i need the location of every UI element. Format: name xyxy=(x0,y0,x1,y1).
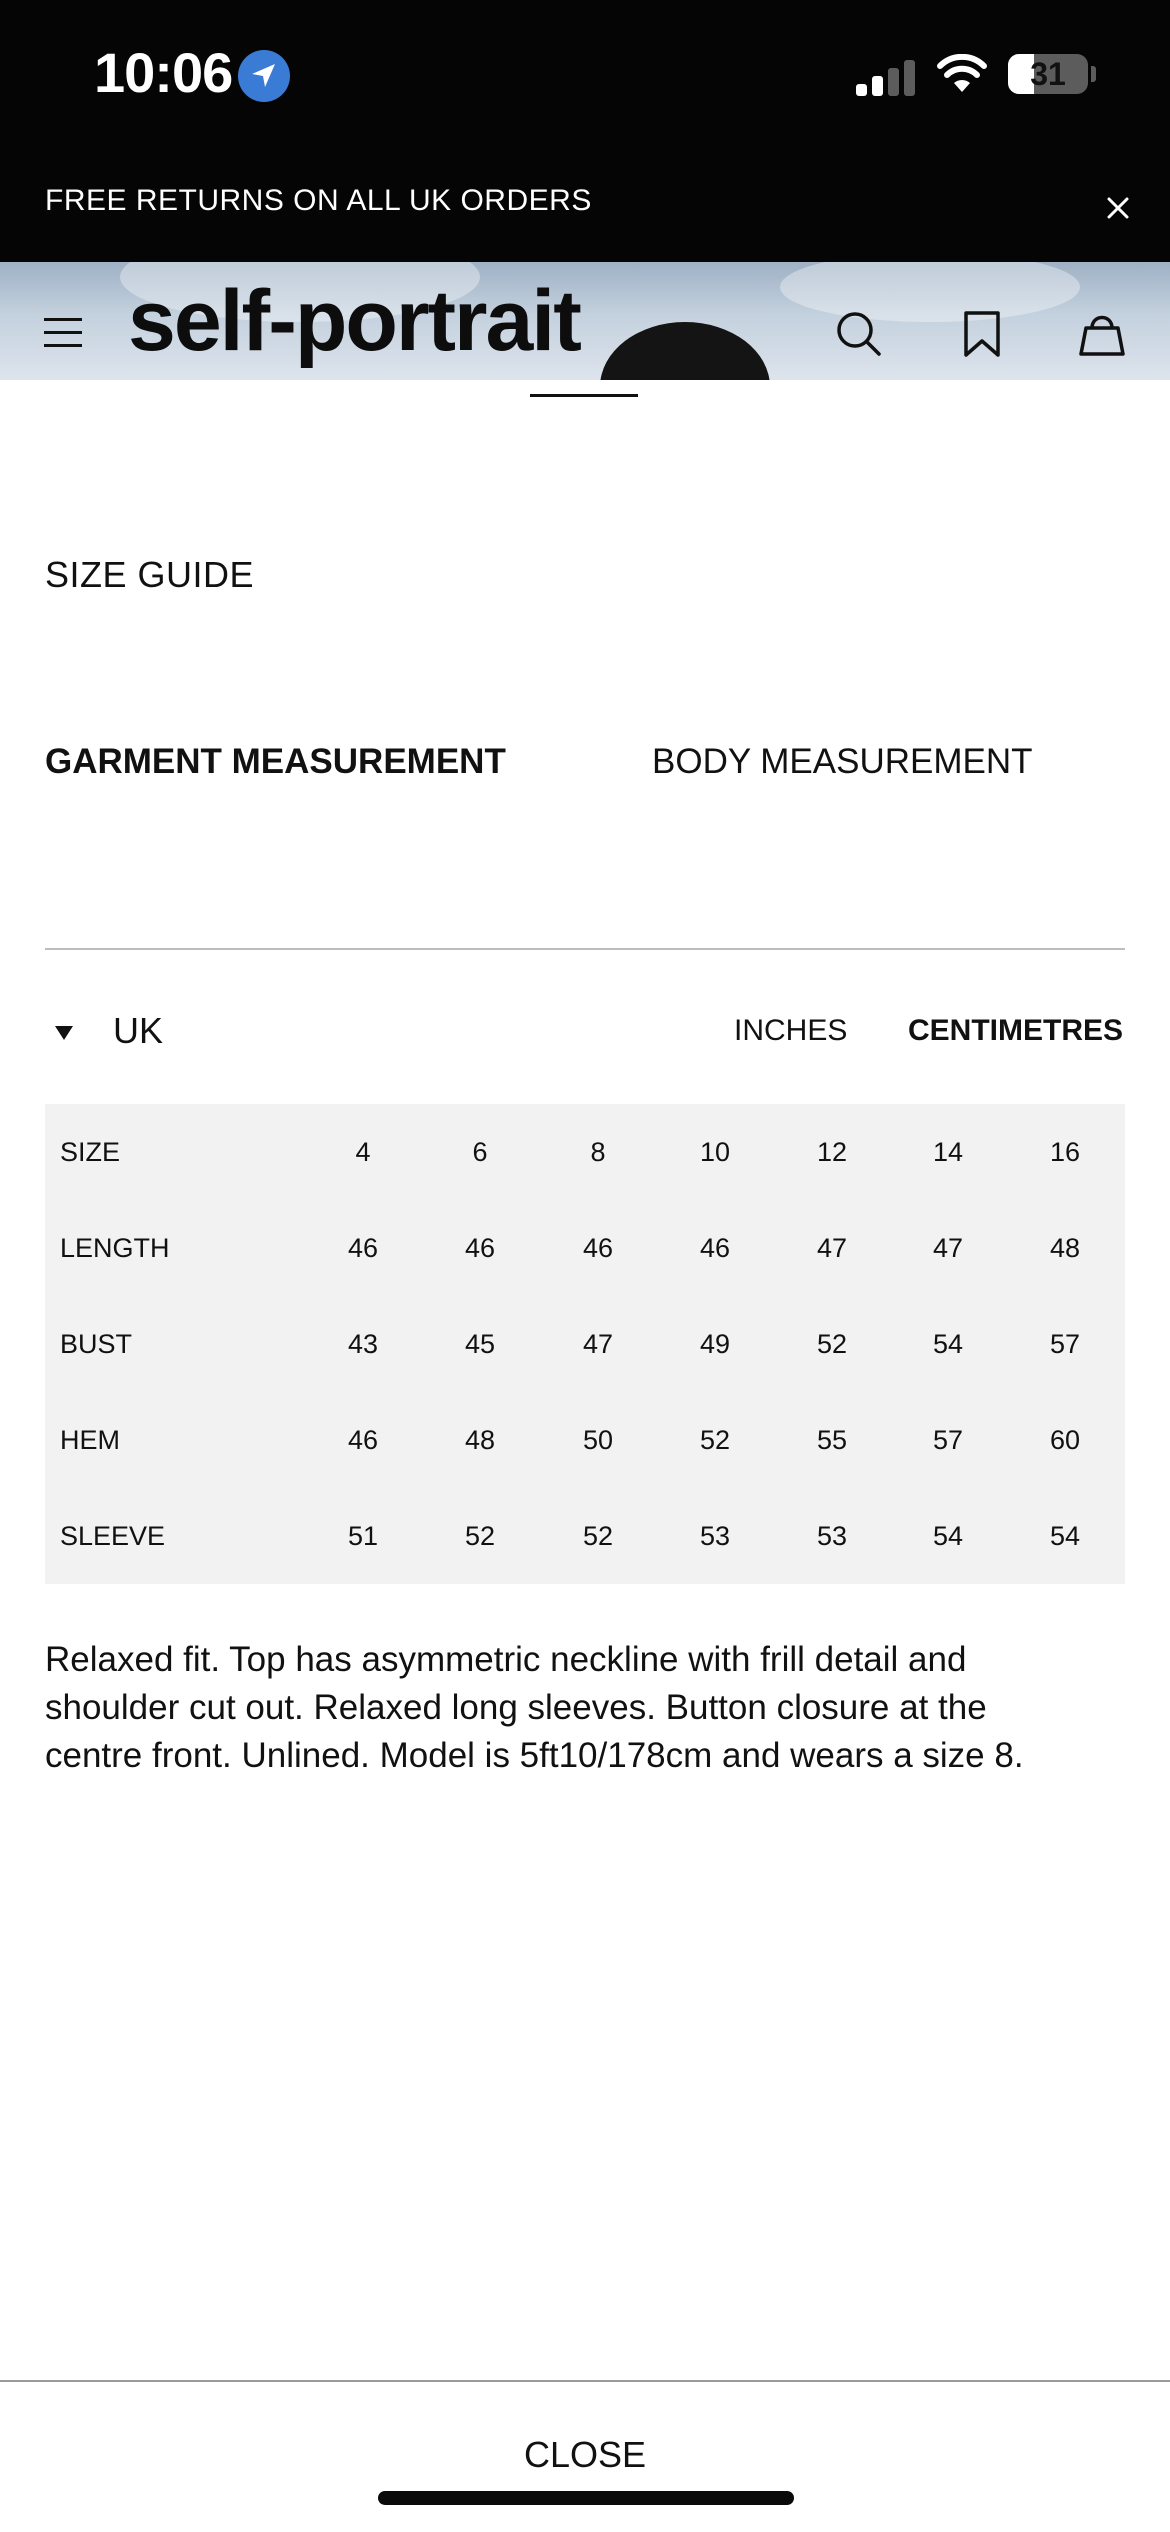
table-cell: 54 xyxy=(932,1329,964,1359)
status-time: 10:06 xyxy=(94,41,233,104)
table-cell: 48 xyxy=(464,1425,496,1455)
table-cell: 46 xyxy=(347,1425,379,1455)
wifi-icon xyxy=(936,54,988,94)
table-cell: 48 xyxy=(1049,1233,1081,1263)
table-cell: 45 xyxy=(464,1329,496,1359)
table-cell: 46 xyxy=(582,1233,614,1263)
footer-divider xyxy=(0,2380,1170,2382)
search-icon[interactable] xyxy=(835,310,883,358)
menu-icon[interactable] xyxy=(44,318,82,348)
table-cell: 55 xyxy=(816,1425,848,1455)
tab-garment-measurement[interactable]: GARMENT MEASUREMENT xyxy=(45,742,506,781)
close-button[interactable]: CLOSE xyxy=(523,2434,647,2475)
table-cell: 52 xyxy=(464,1521,496,1551)
table-row xyxy=(45,1200,1125,1296)
promo-text: FREE RETURNS ON ALL UK ORDERS xyxy=(45,184,592,217)
table-cell: 54 xyxy=(932,1521,964,1551)
header-model-image xyxy=(600,322,770,380)
promo-banner xyxy=(0,150,1170,262)
cellular-signal-icon xyxy=(856,58,916,96)
home-indicator[interactable] xyxy=(378,2491,794,2505)
table-row xyxy=(45,1296,1125,1392)
size-table xyxy=(45,1104,1125,1584)
table-cell: 12 xyxy=(816,1137,848,1167)
table-cell: 49 xyxy=(699,1329,731,1359)
location-arrow-icon xyxy=(238,50,290,102)
table-cell: 47 xyxy=(932,1233,964,1263)
table-cell: 57 xyxy=(1049,1329,1081,1359)
table-cell: 47 xyxy=(582,1329,614,1359)
signal-bar xyxy=(904,60,915,96)
table-cell: 8 xyxy=(590,1137,606,1167)
region-label: UK xyxy=(113,1010,164,1051)
table-cell: 52 xyxy=(582,1521,614,1551)
signal-bar xyxy=(856,84,867,96)
page-title: SIZE GUIDE xyxy=(45,554,255,595)
table-cell: 52 xyxy=(816,1329,848,1359)
battery-tip xyxy=(1091,66,1096,82)
logo[interactable]: self-portrait xyxy=(128,273,580,369)
bookmark-icon[interactable] xyxy=(960,310,1004,358)
unit-toggle-centimetres[interactable]: CENTIMETRES xyxy=(908,1014,1124,1047)
table-cell: 6 xyxy=(472,1137,488,1167)
table-row xyxy=(45,1488,1125,1584)
table-cell: 52 xyxy=(699,1425,731,1455)
row-label: HEM xyxy=(60,1425,120,1455)
signal-bar xyxy=(888,68,899,96)
status-bar xyxy=(0,0,1170,150)
table-cell: 51 xyxy=(347,1521,379,1551)
unit-toggle-inches[interactable]: INCHES xyxy=(734,1014,848,1047)
table-row xyxy=(45,1392,1125,1488)
close-icon[interactable] xyxy=(1096,186,1140,230)
table-cell: 50 xyxy=(582,1425,614,1455)
table-cell: 16 xyxy=(1049,1137,1081,1167)
sheet-drag-handle[interactable] xyxy=(530,394,638,397)
table-cell: 4 xyxy=(355,1137,371,1167)
table-cell: 43 xyxy=(347,1329,379,1359)
header-background-cloud xyxy=(780,262,1080,322)
battery-icon xyxy=(1008,54,1088,94)
table-cell: 57 xyxy=(932,1425,964,1455)
table-cell: 10 xyxy=(699,1137,731,1167)
product-description: Relaxed fit. Top has asymmetric neckline with frill detail and shoulder cut out. Relaxed long sleeves. Button closure at the centre front. Unlined. Model is 5ft10/178cm and wears a size 8. xyxy=(45,1640,1024,1775)
tab-body-measurement[interactable]: BODY MEASUREMENT xyxy=(652,742,1033,781)
row-label: SLEEVE xyxy=(60,1521,166,1551)
table-cell: 53 xyxy=(816,1521,848,1551)
table-row xyxy=(45,1104,1125,1200)
table-cell: 46 xyxy=(699,1233,731,1263)
row-label: BUST xyxy=(60,1329,133,1359)
divider xyxy=(45,948,1125,950)
table-cell: 60 xyxy=(1049,1425,1081,1455)
row-label: LENGTH xyxy=(60,1233,170,1263)
table-cell: 46 xyxy=(464,1233,496,1263)
site-header xyxy=(0,262,1170,380)
table-cell: 53 xyxy=(699,1521,731,1551)
caret-down-icon xyxy=(55,1026,73,1040)
battery-level: 31 xyxy=(1030,56,1066,92)
shopping-bag-icon[interactable] xyxy=(1078,310,1126,358)
table-cell: 46 xyxy=(347,1233,379,1263)
table-cell: 14 xyxy=(932,1137,964,1167)
table-cell: 47 xyxy=(816,1233,848,1263)
table-cell: 54 xyxy=(1049,1521,1081,1551)
signal-bar xyxy=(872,76,883,96)
row-label: SIZE xyxy=(60,1137,121,1167)
